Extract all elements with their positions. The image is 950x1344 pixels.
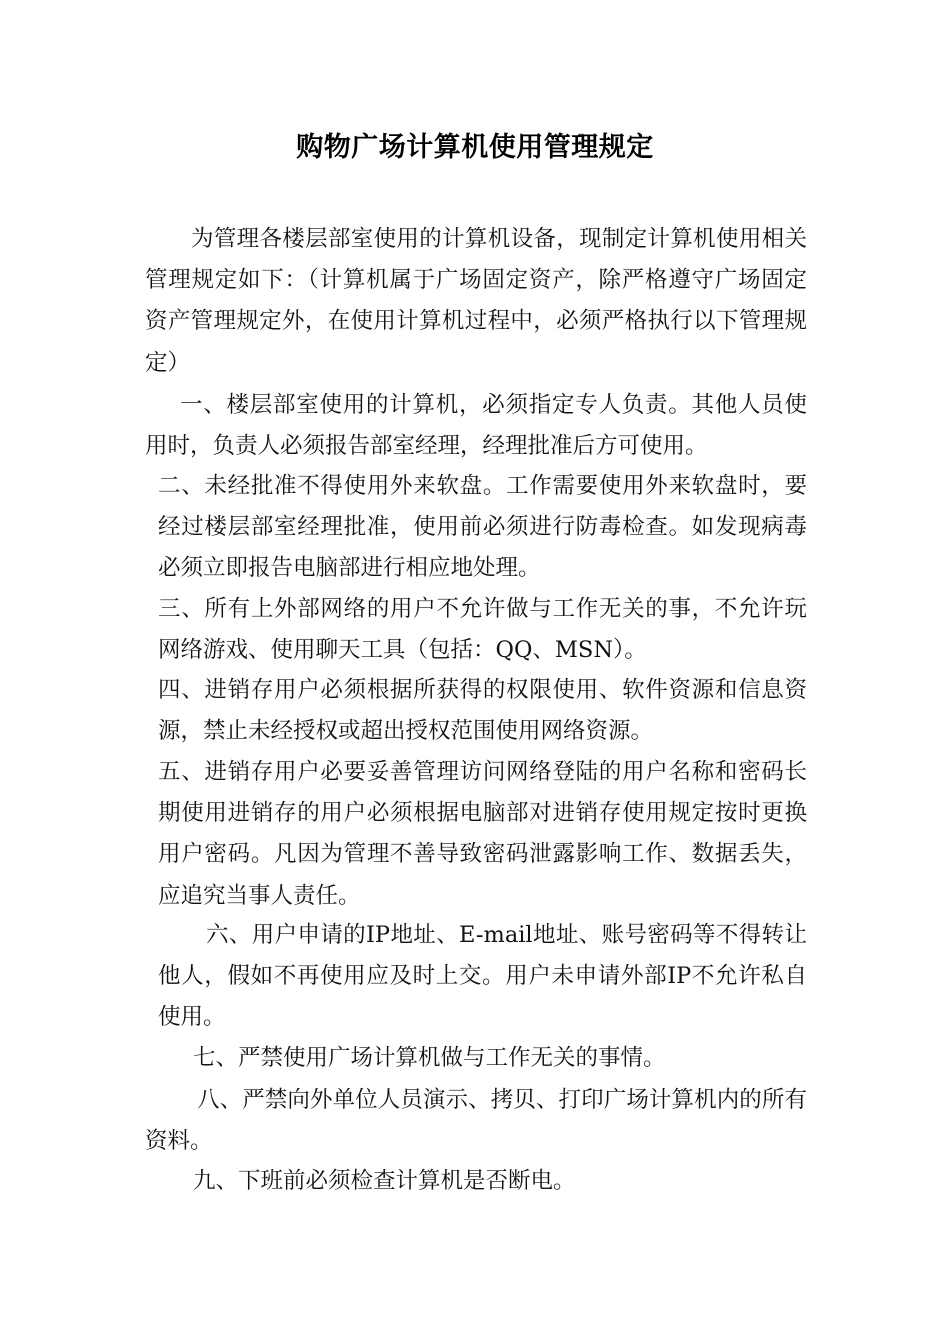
- document-title: 购物广场计算机使用管理规定: [296, 132, 654, 163]
- rule-3: 三、所有上外部网络的用户不允许做与工作无关的事，不允许玩网络游戏、使用聊天工具（包括：QQ、MSN）。: [158, 596, 807, 664]
- rule-1: 一、楼层部室使用的计算机，必须指定专人负责。其他人员使用时，负责人必须报告部室经理，经理批准后方可使用。: [145, 392, 807, 460]
- rule-7: 七、严禁使用广场计算机做与工作无关的事情。: [193, 1045, 666, 1071]
- rule-2: 二、未经批准不得使用外来软盘。工作需要使用外来软盘时，要经过楼层部室经理批准，使用前必须进行防毒检查。如发现病毒必须立即报告电脑部进行相应地处理。: [158, 473, 807, 582]
- rule-4: 四、进销存用户必须根据所获得的权限使用、软件资源和信息资源，禁止未经授权或超出授权范围使用网络资源。: [158, 677, 807, 745]
- rule-8: 八、严禁向外单位人员演示、拷贝、打印广场计算机内的所有资料。: [145, 1087, 807, 1155]
- rule-9: 九、下班前必须检查计算机是否断电。: [193, 1168, 576, 1194]
- rule-6: 六、用户申请的IP地址、E-mail地址、账号密码等不得转让他人，假如不再使用应及时上交。用户未申请外部IP不允许私自使用。: [158, 922, 807, 1031]
- intro-paragraph: 为管理各楼层部室使用的计算机设备，现制定计算机使用相关管理规定如下：（计算机属于广场固定资产，除严格遵守广场固定资产管理规定外，在使用计算机过程中，必须严格执行以下管理规定）: [145, 226, 807, 376]
- rule-5: 五、进销存用户必要妥善管理访问网络登陆的用户名称和密码长期使用进销存的用户必须根据电脑部对进销存使用规定按时更换用户密码。凡因为管理不善导致密码泄露影响工作、数据丢失，应追究当事人责任。: [158, 759, 807, 909]
